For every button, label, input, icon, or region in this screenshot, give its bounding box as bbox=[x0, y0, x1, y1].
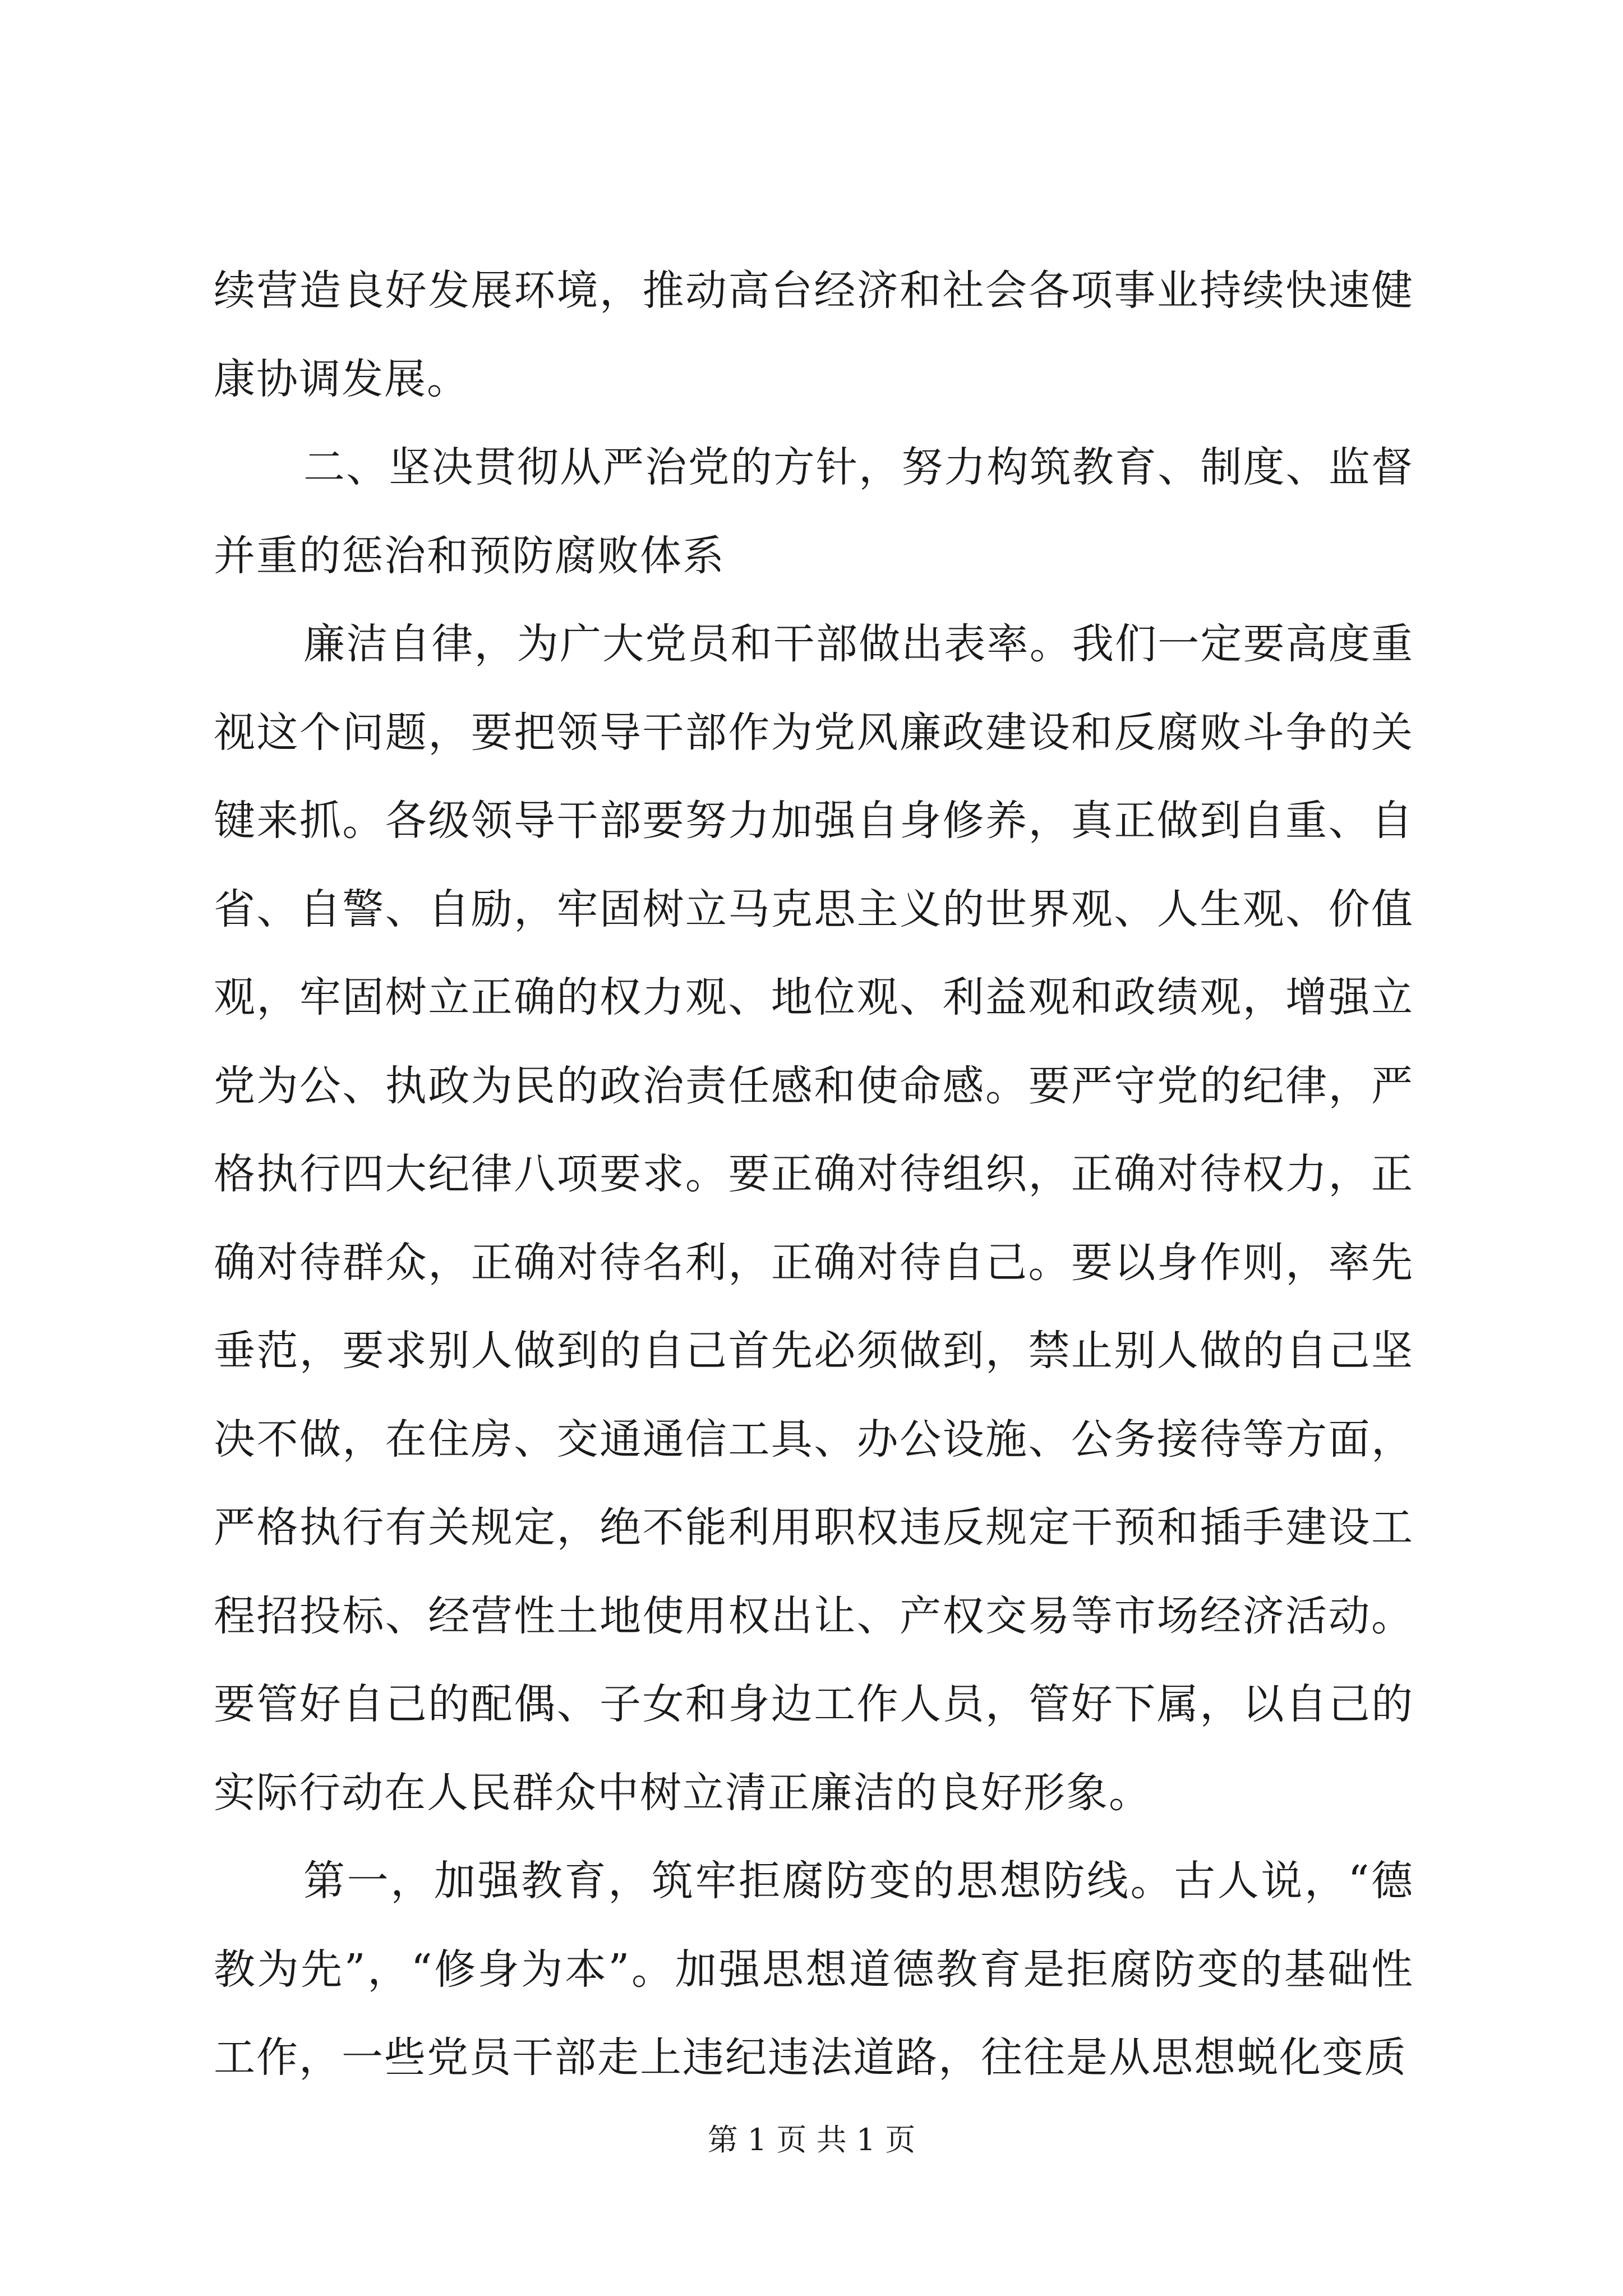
paragraph-continuation: 续营造良好发展环境，推动高台经济和社会各项事业持续快速健康协调发展。 bbox=[214, 266, 1414, 403]
document-body bbox=[214, 247, 1414, 2102]
page-footer bbox=[0, 2120, 1623, 2160]
paragraph-self-discipline: 廉洁自律，为广大党员和干部做出表率。我们一定要高度重视这个问题，要把领导干部作为党风廉政建设和反腐败斗争的关键来抓。各级领导干部要努力加强自身修养，真正做到自重、自省、自警、自励，牢固树立马克思主义的世界观、人生观、价值观，牢固树立正确的权力观、地位观、利益观和政绩观，增强立党为公、执政为民的政治责任感和使命感。要严守党的纪律，严格执行四大纪律八项要求。要正确对待组织，正确对待权力，正确对待群众，正确对待名利，正确对待自己。要以身作则，率先垂范，要求别人做到的自己首先必须做到，禁止别人做的自己坚决不做，在住房、交通通信工具、办公设施、公务接待等方面，严格执行有关规定，绝不能利用职权违反规定干预和插手建设工程招投标、经营性土地使用权出让、产权交易等市场经济活动。要管好自己的配偶、子女和身边工作人员，管好下属，以自己的实际行动在人民群众中树立清正廉洁的良好形象。 bbox=[214, 620, 1414, 1817]
page-number-label: 第 1 页 共 1 页 bbox=[707, 2122, 916, 2157]
section-heading-two: 二、坚决贯彻从严治党的方针，努力构筑教育、制度、监督并重的惩治和预防腐败体系 bbox=[214, 443, 1414, 580]
paragraph-education: 第一，加强教育，筑牢拒腐防变的思想防线。古人说，“德教为先”，“修身为本”。加强思想道德教育是拒腐防变的基础性工作，一些党员干部走上违纪违法道路，往往是从思想蜕化变质 bbox=[214, 1857, 1414, 2082]
